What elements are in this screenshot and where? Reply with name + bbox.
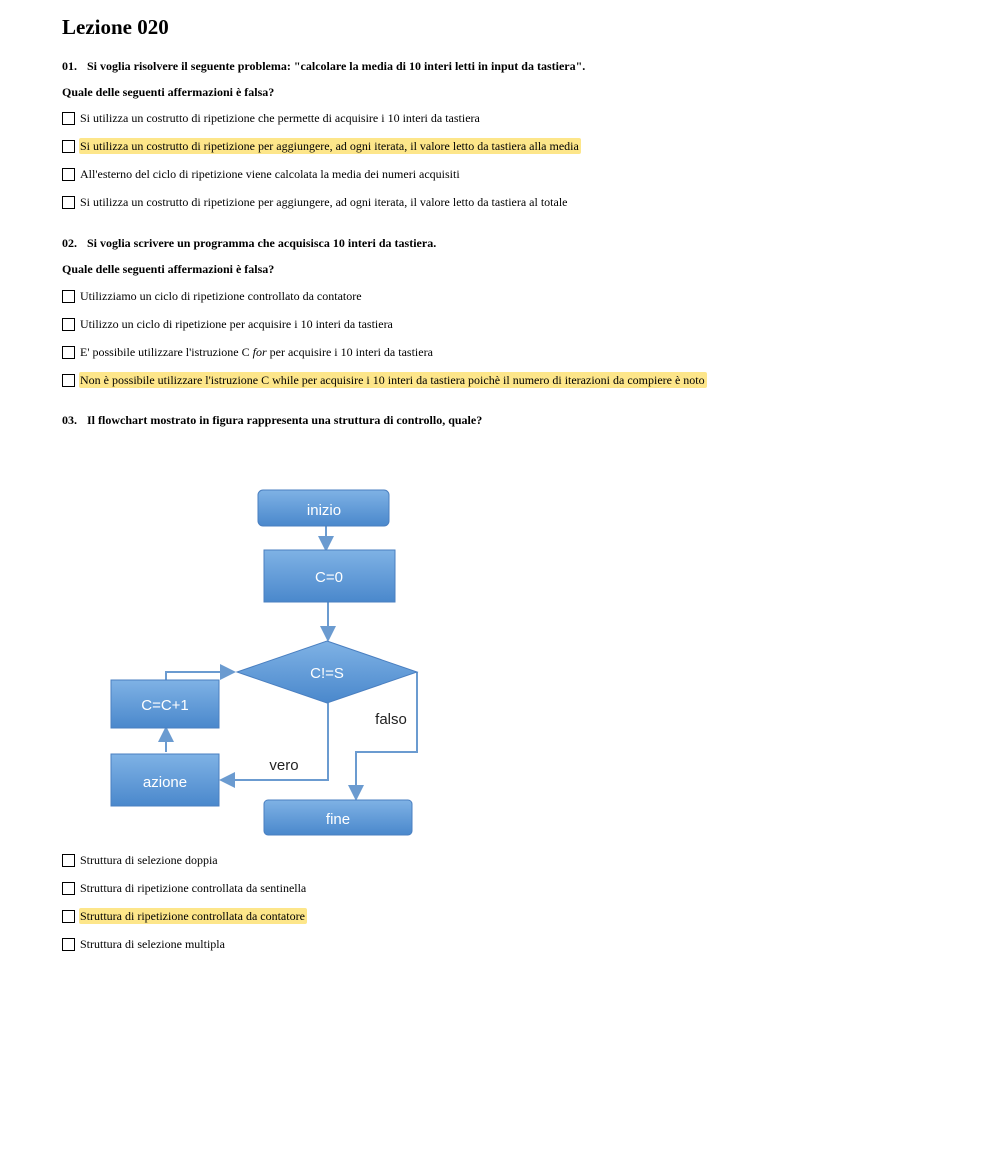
node-increment-label: C=C+1: [141, 697, 189, 714]
question-2-number: 02.: [62, 236, 77, 250]
option-label: [79, 344, 435, 360]
node-end: [264, 800, 412, 835]
option-label: All'esterno del ciclo di ripetizione viene calcolata la media dei numeri acquisiti: [80, 167, 460, 181]
question-2-prompt: [62, 236, 436, 251]
option-label: Utilizzo un ciclo di ripetizione per acquisire i 10 interi da tastiera: [80, 317, 393, 331]
question-2-option-2[interactable]: [62, 316, 395, 332]
question-3-text: Il flowchart mostrato in figura rappresenta una struttura di controllo, quale?: [87, 413, 483, 427]
option-label: Struttura di selezione doppia: [80, 853, 218, 867]
question-3-option-1[interactable]: [62, 852, 220, 868]
option-label: Utilizziamo un ciclo di ripetizione controllato da contatore: [80, 289, 362, 303]
option-text-italic: for: [252, 345, 267, 359]
option-label: Struttura di ripetizione controllata da sentinella: [80, 881, 307, 895]
question-1-prompt: [62, 59, 585, 74]
node-init: [264, 550, 395, 602]
question-1-option-4[interactable]: [62, 194, 570, 210]
arrow-condition-false: [356, 672, 417, 797]
checkbox[interactable]: [62, 140, 75, 153]
question-3-number: 03.: [62, 413, 77, 427]
checkbox[interactable]: [62, 910, 75, 923]
question-1-option-2[interactable]: [62, 138, 581, 154]
edge-label-false: falso: [375, 711, 407, 728]
option-label-highlighted: Struttura di ripetizione controllata da contatore: [80, 909, 305, 923]
node-increment: [111, 680, 219, 728]
question-1-text: Si voglia risolvere il seguente problema: "calcolare la media di 10 interi letti in input da tastiera".: [87, 59, 586, 73]
option-text-after: per acquisire i 10 interi da tastiera: [266, 345, 433, 359]
checkbox[interactable]: [62, 854, 75, 867]
option-label: Si utilizza un costrutto di ripetizione per aggiungere, ad ogni iterata, il valore letto da tastiera al totale: [80, 195, 568, 209]
question-3-prompt: [62, 413, 482, 428]
node-start: [258, 490, 389, 526]
question-2-option-1[interactable]: [62, 288, 364, 304]
question-1-option-1[interactable]: [62, 110, 482, 126]
node-start-label: inizio: [306, 502, 342, 519]
question-3-option-3[interactable]: [62, 908, 307, 924]
option-label: Si utilizza un costrutto di ripetizione che permette di acquisire i 10 interi da tastiera: [80, 111, 480, 125]
checkbox[interactable]: [62, 882, 75, 895]
question-3-option-4[interactable]: [62, 936, 227, 952]
checkbox[interactable]: [62, 318, 75, 331]
checkbox[interactable]: [62, 938, 75, 951]
checkbox[interactable]: [62, 346, 75, 359]
node-action-label: azione: [142, 774, 188, 791]
node-init-label: C=0: [315, 569, 343, 586]
node-condition: [237, 641, 417, 703]
checkbox[interactable]: [62, 196, 75, 209]
question-2-option-4[interactable]: [62, 372, 707, 388]
question-1-option-3[interactable]: [62, 166, 462, 182]
lesson-title: Lezione 020: [62, 15, 169, 39]
question-1-subprompt: Quale delle seguenti affermazioni è falsa?: [62, 85, 275, 99]
node-action: [111, 754, 219, 806]
flowchart-figure: [100, 478, 430, 848]
arrow-increment-to-condition: [166, 672, 232, 680]
node-condition-label: C!=S: [310, 665, 344, 682]
option-label: Struttura di selezione multipla: [80, 937, 225, 951]
option-text-before: E' possibile utilizzare l'istruzione C: [80, 345, 253, 359]
checkbox[interactable]: [62, 374, 75, 387]
checkbox[interactable]: [62, 290, 75, 303]
question-2-option-3[interactable]: [62, 344, 435, 360]
edge-label-true: vero: [269, 757, 299, 774]
question-2-text: Si voglia scrivere un programma che acquisisca 10 interi da tastiera.: [87, 236, 437, 250]
option-label-highlighted: Si utilizza un costrutto di ripetizione per aggiungere, ad ogni iterata, il valore letto da tastiera alla media: [80, 139, 579, 153]
checkbox[interactable]: [62, 112, 75, 125]
question-1-number: 01.: [62, 59, 77, 73]
question-3-option-2[interactable]: [62, 880, 308, 896]
checkbox[interactable]: [62, 168, 75, 181]
node-end-label: fine: [325, 811, 351, 828]
question-2-subprompt: Quale delle seguenti affermazioni è falsa?: [62, 262, 275, 276]
option-label-highlighted: Non è possibile utilizzare l'istruzione C while per acquisire i 10 interi da tastiera poichè il numero di iterazioni da compiere è noto: [80, 373, 705, 387]
